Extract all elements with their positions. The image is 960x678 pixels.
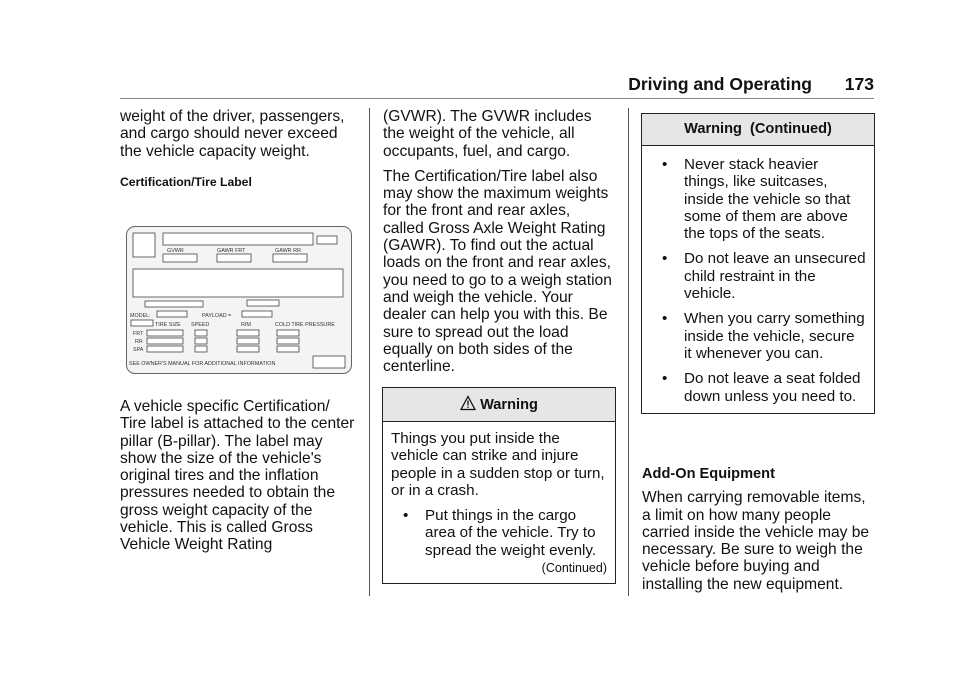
bullet-glyph: • [662,310,668,328]
label-gawr-frt: GAWR FRT [217,248,246,254]
page-header [120,74,874,96]
column-divider-2 [628,108,629,596]
page-number: 173 [844,74,874,94]
label-gvwr: GVWR [167,248,184,254]
label-frt: FRT [133,331,144,337]
header-rule [120,98,874,99]
warning-continued-box [641,113,875,414]
bullet-glyph: • [662,156,668,173]
add-on-equipment-heading: Add-On Equipment [642,466,775,482]
label-spa: SPA [133,347,144,353]
figure-caption: Certification/Tire Label [120,174,252,189]
label-description-paragraph: A vehicle specific Certification/ Tire label is attached to the center pillar (B-pillar). The label may show the size of the vehicle's original tires and the inflation pressures needed to obtain the gross weight capacity of the vehicle. This is called Gross Vehicle Weight Rating [120,398,355,554]
tire-label-drawing [127,227,351,373]
column-divider-1 [369,108,370,596]
intro-paragraph: weight of the driver, passengers, and cargo should never exceed the vehicle capacity weight. [120,108,345,160]
bullet-text: Do not leave a seat folded down unless you need to. [684,370,861,405]
label-tire-size: TIRE SIZE [155,322,181,328]
column-1-body [120,398,360,562]
label-model: MODEL: [130,313,151,319]
warning-triangle-icon [460,395,476,411]
warning-bullet [391,507,607,559]
warning-bullet [650,156,866,242]
warning-continued-body [642,146,874,413]
label-payload: PAYLOAD = [202,313,232,319]
label-footer: SEE OWNER'S MANUAL FOR ADDITIONAL INFORMATION [129,361,276,367]
warning-title-bar [383,388,615,422]
bullet-text: When you carry something inside the vehicle, secure it whenever you can. [684,310,865,362]
gawr-paragraph: The Certification/Tire label also may show the maximum weights for the front and rear axles, called Gross Axle Weight Rating (GAWR). To find out the actual loads on the front and rear axles, you need to go to a weigh station and weigh the vehicle. Your dealer can help you with this. Be sure to spread out the load equally on both sides of the centerline. [383,167,612,376]
label-gawr-rr: GAWR RR [275,248,301,254]
label-speed: SPEED [191,322,210,328]
label-cold-tire-pressure: COLD TIRE PRESSURE [275,322,335,328]
bullet-text: Put things in the cargo area of the vehicle. Try to spread the weight evenly. [425,507,597,559]
column-3-body [642,456,874,601]
bullet-glyph: • [662,370,668,388]
bullet-text: Never stack heavier things, like suitcases, inside the vehicle so that some of them are above the tops of the seats. [684,156,851,243]
warning-bullet [650,250,866,302]
column-1 [120,108,360,191]
warning-bullet [650,370,866,405]
bullet-glyph: • [662,250,668,268]
certification-tire-label-figure [126,226,352,374]
warning-box [382,387,616,584]
warning-body [383,422,615,583]
warning-continued-title-bar [642,114,874,146]
warning-continued-title: Warning (Continued) [684,121,832,137]
section-title: Driving and Operating [628,74,812,94]
label-rim: RIM [241,322,251,328]
warning-text: Things you put inside the vehicle can strike and injure people in a sudden stop or turn, or in a crash. [391,430,605,499]
label-rr: RR [135,339,143,345]
gvwr-paragraph: (GVWR). The GVWR includes the weight of the vehicle, all occupants, fuel, and cargo. [383,108,592,160]
warning-title: Warning [480,397,538,413]
add-on-equipment-paragraph: When carrying removable items, a limit on how many people carried inside the vehicle may be necessary. Be sure to weigh the vehicle before buying and installing the new equipment. [642,489,870,593]
column-2 [383,108,615,383]
warning-bullet [650,310,866,362]
continued-note: (Continued) [541,561,607,576]
bullet-text: Do not leave an unsecured child restraint in the vehicle. [684,250,866,303]
bullet-glyph: • [403,507,409,525]
